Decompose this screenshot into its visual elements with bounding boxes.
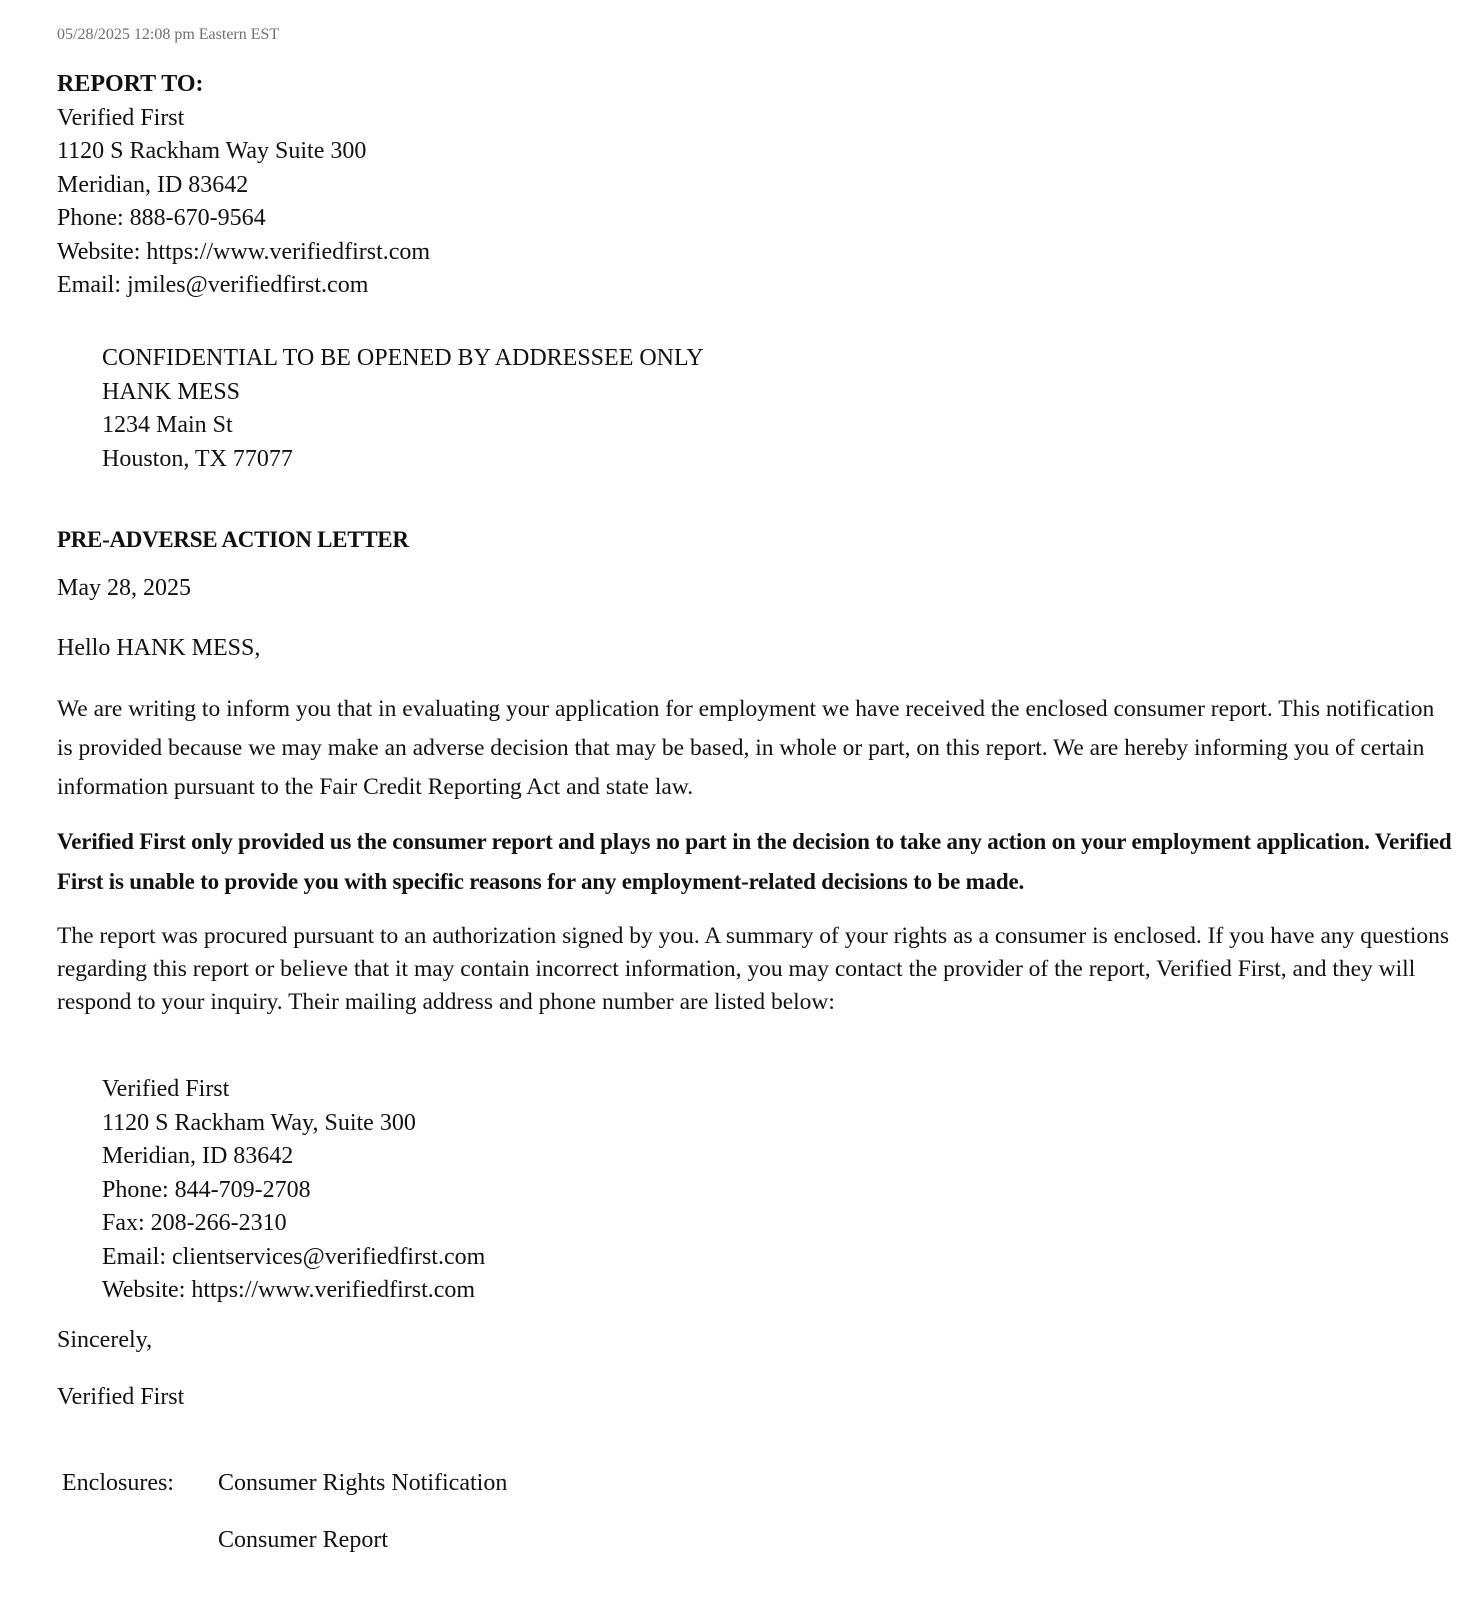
body-paragraph-3: The report was procured pursuant to an authorization signed by you. A summary of your rights as a consumer is enclosed. If you have any questions regarding this report or believe that it may contain incorrect information, you may contact the provider of the report, Verified First, and they will respond to your inquiry. Their mailing address and phone number are listed below: xyxy=(57,923,1450,1015)
enclosures-label: Enclosures: xyxy=(62,1470,174,1496)
report-to-label: REPORT TO: xyxy=(57,71,204,97)
closing-signature: Verified First xyxy=(57,1384,185,1410)
enclosure-item: Consumer Report xyxy=(218,1527,388,1553)
print-timestamp: 05/28/2025 12:08 pm Eastern EST xyxy=(57,26,280,43)
provider-contact-block xyxy=(102,1073,485,1308)
confidential-notice: CONFIDENTIAL TO BE OPENED BY ADDRESSEE ONLY xyxy=(102,345,704,371)
letter-greeting: Hello HANK MESS, xyxy=(57,635,261,661)
provider-phone: Phone: 844-709-2708 xyxy=(102,1176,311,1203)
letter-date: May 28, 2025 xyxy=(57,575,191,601)
report-to-website: Website: https://www.verifiedfirst.com xyxy=(57,238,431,265)
provider-fax: Fax: 208-266-2310 xyxy=(102,1210,287,1236)
enclosures-list xyxy=(218,1470,507,1584)
report-to-company: Verified First xyxy=(57,104,185,131)
provider-city: Meridian, ID 83642 xyxy=(102,1143,294,1169)
report-to-street: 1120 S Rackham Way Suite 300 xyxy=(57,138,367,164)
recipient-city: Houston, TX 77077 xyxy=(102,445,293,472)
recipient-street: 1234 Main St xyxy=(102,412,233,438)
provider-website: Website: https://www.verifiedfirst.com xyxy=(102,1277,476,1303)
letter-heading: PRE-ADVERSE ACTION LETTER xyxy=(57,527,409,552)
recipient-name: HANK MESS xyxy=(102,378,241,405)
body-paragraph-1: We are writing to inform you that in evaluating your application for employment we have received the enclosed consumer report. This notification is provided because we may make an adverse decision that may be based, in whole or part, on this report. We are hereby informing you of certain information pursuant to the Fair Credit Reporting Act and state law. xyxy=(57,696,1435,800)
closing-salutation: Sincerely, xyxy=(57,1327,153,1353)
provider-company: Verified First xyxy=(102,1076,230,1102)
report-to-block xyxy=(57,68,430,303)
enclosure-item: Consumer Rights Notification xyxy=(218,1470,508,1496)
body-paragraph-2-bold: Verified First only provided us the consumer report and plays no part in the decision to take any action on your employment application. Verified First is unable to provide you with specific reasons for any employment-related decisions to be made. xyxy=(57,829,1452,894)
report-to-city: Meridian, ID 83642 xyxy=(57,171,249,198)
provider-street: 1120 S Rackham Way, Suite 300 xyxy=(102,1109,416,1136)
provider-email: Email: clientservices@verifiedfirst.com xyxy=(102,1243,486,1270)
recipient-address-block xyxy=(102,342,704,476)
report-to-email: Email: jmiles@verifiedfirst.com xyxy=(57,272,369,298)
report-to-phone: Phone: 888-670-9564 xyxy=(57,205,266,231)
